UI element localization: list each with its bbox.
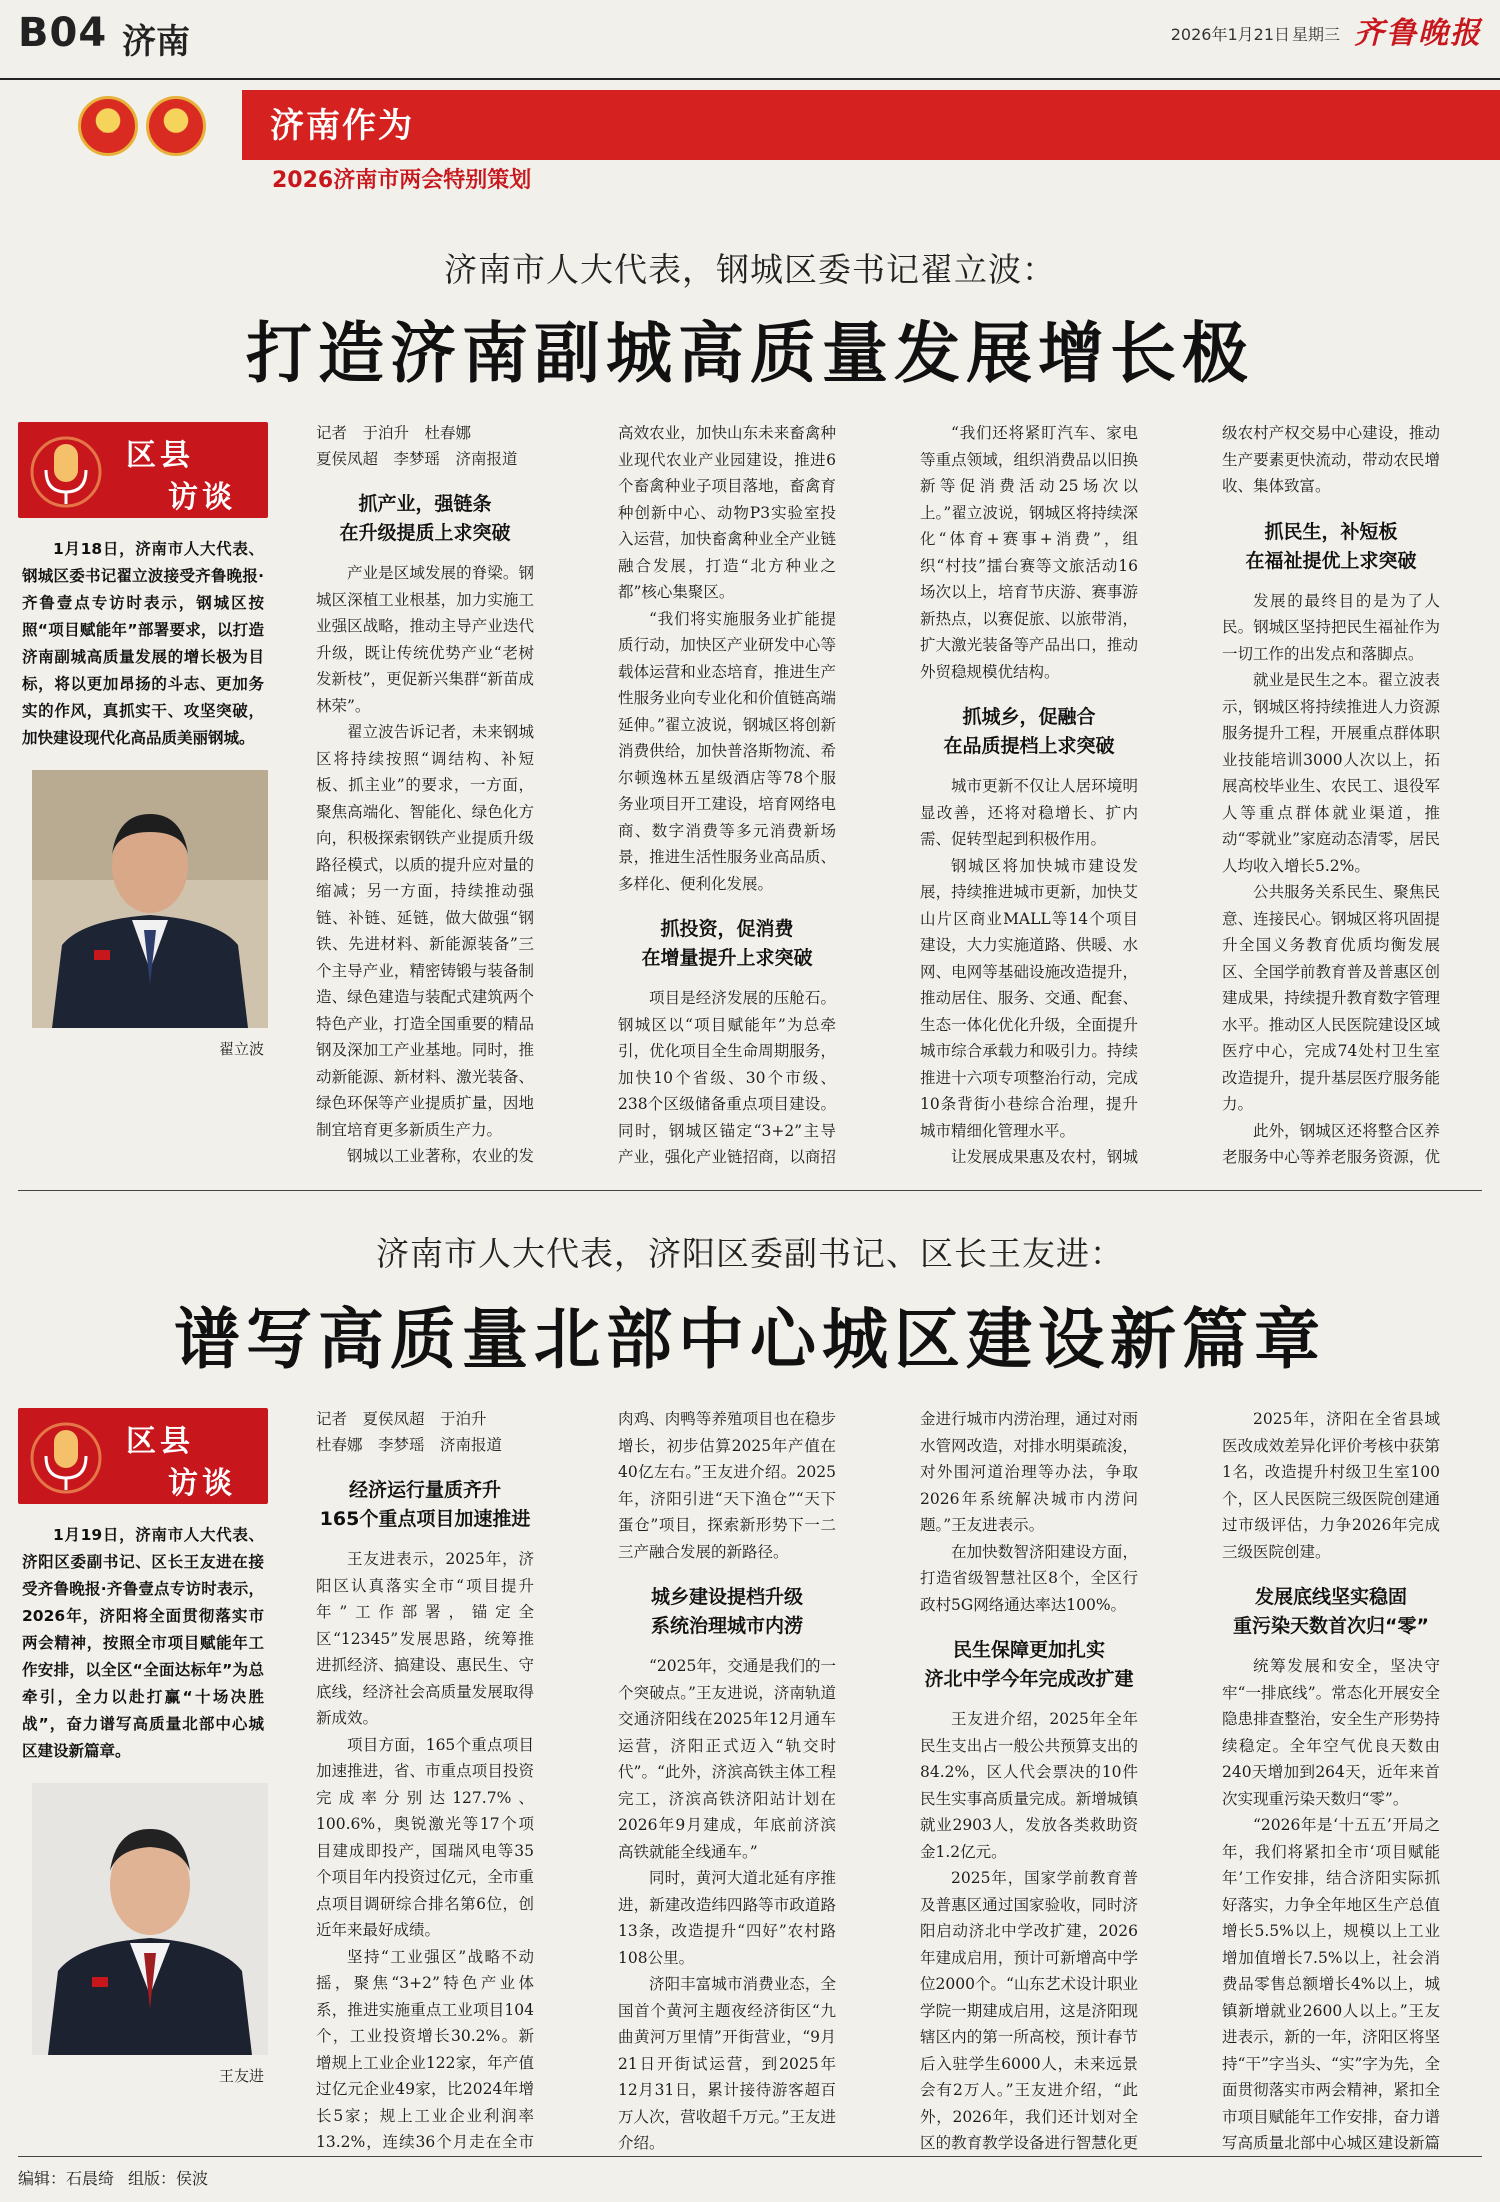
subheading: 抓产业，强链条 在升级提质上求突破	[339, 493, 511, 544]
newspaper-logo: 齐鲁晚报	[1354, 16, 1482, 51]
paragraph: 项目方面，165个重点项目加速推进，省、市重点项目投资完成率分别达127.7%、100.6%，奥锐激光等17个项目建成即投产，国瑞风电等35个项目年内投资过亿元，全市重点项目调研综合排名第6位，创近年来最好成绩。	[316, 1735, 534, 1939]
article1-column-3	[920, 420, 1138, 1175]
article2-sidebar	[18, 1408, 268, 2086]
article1-intro: 1月18日，济南市人大代表、钢城区委书记翟立波接受齐鲁晚报·齐鲁壹点专访时表示，钢城区按照“项目赋能年”部署要求，以打造济南副城高质量发展的增长极为目标，将以更加昂扬的斗志、更加务实的作风，真抓实干、攻坚突破，加快建设现代化高品质美丽钢城。	[22, 540, 264, 747]
paragraph: 肉鸡、肉鸭等养殖项目也在稳步增长，初步估算2025年产值在40亿左右。”王友进介绍。2025年，济阳引进“天下渔仓”“天下蛋仓”项目，探索新形势下一二三产融合发展的新路径。	[618, 1410, 836, 1561]
article1-column-4	[1222, 420, 1440, 1175]
page-number: B04	[18, 10, 108, 56]
article2-column-4	[1222, 1406, 1440, 2151]
portrait-caption: 王友进	[218, 2067, 264, 2085]
article2-headline: 谱写高质量北部中心城区建设新篇章	[174, 1300, 1326, 1378]
paragraph: “我们还将紧盯汽车、家电等重点领域，组织消费品以旧换新等促消费活动25场次以上。”翟立波说，钢城区将持续深化“体育+赛事+消费”，组织“村技”擂台赛等文旅活动16场次以上，培育节庆游、赛事游新热点，以赛促旅、以旅带消，扩大激光装备等产品出口，推动外贸稳规模优结构。	[920, 424, 1138, 681]
article2-column-2	[618, 1406, 836, 2151]
article2-kicker: 济南市人大代表，济阳区委副书记、区长王友进：	[376, 1234, 1124, 1273]
article1-kicker: 济南市人大代表，钢城区委书记翟立波：	[444, 250, 1056, 289]
interview-badge	[18, 422, 268, 518]
cppcc-emblem-icon: ✦	[146, 96, 206, 156]
footer-divider	[18, 2156, 1482, 2157]
section-name: 济南	[122, 22, 190, 62]
paragraph: “2026年是‘十五五’开局之年，我们将紧扣全市‘项目赋能年’工作安排，结合济阳实际抓好落实，力争全年地区生产总值增长5.5%以上，规模以上工业增加值增长7.5%以上，社会消费品零售总额增长4%以上，城镇新增就业2600人以上。”王友进表示，新的一年，济阳区将坚持“干”字当头、“实”字为先，全面贯彻落实市两会精神，紧扣全市项目赋能年工作安排，奋力谱写高质量北部中心城区建设新篇	[1222, 1816, 1440, 2151]
paragraph: 高效农业，加快山东未来畜禽种业现代农业产业园建设，推进6个畜禽种业子项目落地，畜禽育种创新中心、动物P3实验室投入运营，加快畜禽种业全产业链融合发展，打造“北方种业之都”核心集聚区。	[618, 424, 836, 601]
article2-intro: 1月19日，济南市人大代表、济阳区委副书记、区长王友进在接受齐鲁晚报·齐鲁壹点专访时表示，2026年，济阳将全面贯彻落实市两会精神，按照全市项目赋能年工作安排，以全区“全面达标年”为总牵引，全力以赴打赢“十场决胜战”，奋力谱写高质量北部中心城区建设新篇章。	[22, 1526, 264, 1760]
portrait-photo	[32, 1783, 268, 2055]
paragraph: 钢城区将加快城市建设发展，持续推进城市更新，加快艾山片区商业MALL等14个项目建设，大力实施道路、供暖、水网、电网等基础设施改造提升，推动居住、服务、交通、配套、生态一体化优化升级，全面提升城市综合承载力和吸引力。持续推进十六项专项整治行动，完成10条背街小巷综合治理，提升城市精细化管理水平。	[920, 856, 1138, 1140]
editor-credit: 编辑：石晨绮	[18, 2169, 115, 2188]
subheading: 发展底线坚实稳固 重污染天数首次归“零”	[1233, 1586, 1429, 1637]
portrait-figure	[32, 770, 268, 1028]
paragraph: 级农村产权交易中心建设，推动生产要素更快流动，带动农民增收、集体致富。	[1222, 424, 1440, 495]
paragraph: 济阳丰富城市消费业态，全国首个黄河主题夜经济街区“九曲黄河万里情”开街营业，“9月21日开街试运营，到2025年12月31日，累计接待游客超百万人次，营收超千万元。”王友进介绍。	[618, 1975, 836, 2151]
subheading: 抓民生，补短板 在福祉提优上求突破	[1245, 520, 1417, 572]
interview-badge	[18, 1408, 268, 1504]
banner-special-label: 2026济南市两会特别策划	[272, 168, 532, 193]
subheading: 城乡建设提档升级 系统治理城市内涝	[650, 1586, 803, 1637]
paragraph: 项目是经济发展的压舱石。钢城区以“项目赋能年”为总牵引，优化项目全生命周期服务，加快10个省级、30个市级、238个区级储备重点项目建设。同时，钢城区锚定“3+2”主导产业，强化产业链招商，以商招	[618, 989, 836, 1166]
byline: 夏侯凤超 李梦瑶 济南报道	[316, 450, 518, 468]
portrait-caption: 翟立波	[218, 1040, 264, 1058]
paragraph: 王友进表示，2025年，济阳区认真落实全市“项目提升年”工作部署，锚定全区“12345”发展思路，统筹推进抓经济、搞建设、惠民生、守底线，经济社会高质量发展取得新成效。	[316, 1550, 534, 1727]
issue-weekday: 星期三	[1291, 25, 1340, 44]
emblem-group	[78, 96, 206, 156]
page-header	[0, 0, 1500, 80]
paragraph: 城市更新不仅让人居环境明显改善，还将对稳增长、扩内需、促转型起到积极作用。	[920, 777, 1138, 848]
article1-sidebar	[18, 422, 268, 1059]
paragraph: 2025年，国家学前教育普及普惠区通过国家验收，同时济阳启动济北中学改扩建，2026年建成启用，预计可新增高中学位2000个。“山东艺术设计职业学院一期建成启用，这是济阳现辖区内的第一所高校，预计春节后入驻学生6000人，未来远景会有2万人。”王友进介绍，“此外，2026年，我们还计划对全区的教育教学设备进行智慧化更	[920, 1869, 1138, 2151]
microphone-icon	[26, 1420, 106, 1496]
paragraph: 翟立波告诉记者，未来钢城区将持续按照“调结构、补短板、抓主业”的要求，一方面，聚焦高端化、智能化、绿色化方向，积极探索钢铁产业提质升级路径模式，以质的提升应对量的缩减；另一方面，持续推动强链、补链、延链，做大做强“钢铁、先进材料、新能源装备”三个主导产业，精密铸锻与装备制造、绿色建造与装配式建筑两个特色产业，打造全国重要的精品钢及深加工产业基地。同时，推动新能源、新材料、激光装备、绿色环保等产业提质扩量，因地制宜培育更多新质生产力。	[316, 723, 534, 1139]
article1-column-1	[316, 420, 534, 1175]
paragraph: 就业是民生之本。翟立波表示，钢城区将持续推进人力资源服务提升工程，开展重点群体职业技能培训3000人次以上，拓展高校毕业生、农民工、退役军人等重点群体就业渠道，推动“零就业”家庭动态清零，居民人均收入增长5.2%。	[1222, 671, 1440, 875]
issue-date: 2026年1月21日	[1170, 25, 1290, 44]
paragraph: 此外，钢城区还将整合区养老服务中心等养老服务资源，优	[1222, 1121, 1440, 1166]
paragraph: 产业是区域发展的脊梁。钢城区深植工业根基，加力实施工业强区战略，推动主导产业迭代升级，既让传统优势产业“老树发新枝”，更促新兴集群“新苗成林荣”。	[316, 564, 534, 715]
banner-title: 济南作为	[270, 106, 414, 146]
portrait-figure	[32, 1783, 268, 2055]
subheading: 经济运行量质齐升 165个重点项目加速推进	[319, 1479, 531, 1530]
layout-credit: 组版：侯波	[128, 2169, 209, 2188]
paragraph: 同时，黄河大道北延有序推进，新建改造纬四路等市政道路13条，改造提升“四好”农村路108公里。	[618, 1869, 836, 1967]
banner-bar	[242, 90, 1500, 160]
paragraph: 王友进介绍，2025年全年民生支出占一般公共预算支出的84.2%，区人代会票决的10件民生实事高质量完成。新增城镇就业2903人，发放各类救助资金1.2亿元。	[920, 1710, 1138, 1861]
portrait-photo	[32, 770, 268, 1028]
badge-label-bottom: 访谈	[168, 1466, 236, 1501]
paragraph: 2025年，济阳在全省县域医改成效差异化评价考核中获第1名，改造提升村级卫生室100个，区人民医院三级医院创建通过市级评估，力争2026年完成三级医院创建。	[1222, 1410, 1440, 1561]
national-emblem-icon: ★	[78, 96, 138, 156]
article1-headline: 打造济南副城高质量发展增长极	[246, 314, 1254, 392]
paragraph: 发展的最终目的是为了人民。钢城区坚持把民生福祉作为一切工作的出发点和落脚点。	[1222, 591, 1440, 663]
paragraph: 统筹发展和安全，坚决守牢“一排底线”。常态化开展安全隐患排查整治，安全生产形势持续稳定。全年空气优良天数由240天增加到264天，近年来首次实现重污染天数归“零”。	[1222, 1657, 1440, 1808]
subheading: 抓投资，促消费 在增量提升上求突破	[641, 918, 813, 969]
badge-label-top: 区县	[126, 1424, 194, 1459]
paragraph: “2025年，交通是我们的一个突破点。”王友进说，济南轨道交通济阳线在2025年12月通车运营，济阳正式迈入“轨交时代”。“此外，济滨高铁主体工程完工，济滨高铁济阳站计划在2026年9月建成，年底前济滨高铁就能全线通车。”	[618, 1657, 836, 1861]
badge-label-top: 区县	[126, 438, 194, 473]
article2-column-1	[316, 1406, 534, 2151]
byline: 杜春娜 李梦瑶 济南报道	[316, 1436, 503, 1454]
badge-label-bottom: 访谈	[168, 480, 236, 515]
paragraph: 金进行城市内涝治理，通过对雨水管网改造，对排水明渠疏浚，对外围河道治理等办法，争取2026年系统解决城市内涝问题。”王友进表示。	[920, 1410, 1138, 1534]
article1-column-2	[618, 420, 836, 1175]
paragraph: 在加快数智济阳建设方面，打造省级智慧社区8个，全区行政村5G网络通达率达100%。	[920, 1542, 1138, 1614]
article-divider	[18, 1190, 1482, 1191]
byline: 记者 夏侯凤超 于泊升	[316, 1410, 487, 1428]
page-footer	[18, 2166, 208, 2189]
paragraph: 公共服务关系民生、聚焦民意、连接民心。钢城区将巩固提升全国义务教育优质均衡发展区、全国学前教育普及普惠区创建成果，持续提升教育数字管理水平。推动区人民医院建设区域医疗中心，完成74处村卫生室改造提升，提升基层医疗服务能力。	[1222, 883, 1440, 1113]
paragraph: 钢城以工业著称，农业的发	[347, 1147, 534, 1165]
paragraph: 让发展成果惠及农村，钢城	[951, 1148, 1138, 1166]
paragraph: 坚持“工业强区”战略不动摇，聚焦“3+2”特色产业体系，推进实施重点工业项目104个，工业投资增长30.2%。新增规上工业企业122家，年产值过亿元企业49家，比2024年增长5家；规上工业企业利润率13.2%，连续36个月走在全市	[316, 1947, 534, 2151]
paragraph: “我们将实施服务业扩能提质行动，加快区产业研发中心等载体运营和业态培育，推进生产性服务业向专业化和价值链高端延伸。”翟立波说，钢城区将创新消费供给，加快普洛斯物流、希尔顿逸林五星级酒店等78个服务业项目开工建设，培育网络电商、数字消费等多元消费新场景，推进生活性服务业高品质、多样化、便利化发展。	[618, 609, 836, 893]
microphone-icon	[26, 434, 106, 510]
subheading: 抓城乡，促融合 在品质提档上求突破	[943, 706, 1115, 757]
byline: 记者 于泊升 杜春娜	[316, 424, 472, 442]
subheading: 民生保障更加扎实 济北中学今年完成改扩建	[924, 1639, 1134, 1690]
article2-column-3	[920, 1406, 1138, 2151]
